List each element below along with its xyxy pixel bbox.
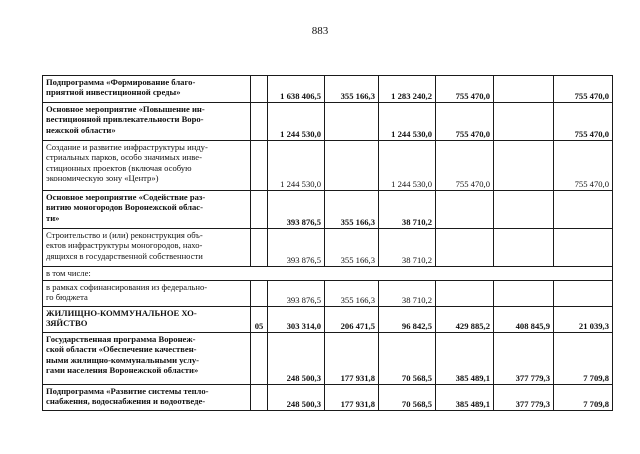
amount-cell: 355 166,3 <box>325 229 379 267</box>
amount-cell <box>494 191 554 229</box>
amount-cell: 755 470,0 <box>436 103 494 141</box>
budget-table <box>42 75 613 411</box>
table-row <box>43 191 613 229</box>
amount-cell: 393 876,5 <box>268 191 325 229</box>
row-name-cell <box>43 191 251 229</box>
row-name: в том числе: <box>46 268 91 278</box>
section-code-cell <box>251 103 268 141</box>
table-row <box>43 267 613 281</box>
table-row <box>43 333 613 385</box>
amount-cell: 755 470,0 <box>554 76 613 103</box>
amount-cell <box>436 281 494 307</box>
row-name: Основное мероприятие «Повышение ин- вестиционной привлекательности Воро- нежской области» <box>46 104 205 135</box>
amount-cell: 70 568,5 <box>379 385 436 411</box>
amount-cell: 7 709,8 <box>554 385 613 411</box>
amount-cell <box>554 229 613 267</box>
amount-cell <box>494 76 554 103</box>
section-code-cell <box>251 191 268 229</box>
amount-cell: 377 779,3 <box>494 333 554 385</box>
amount-cell: 206 471,5 <box>325 307 379 333</box>
row-name: ЖИЛИЩНО-КОММУНАЛЬНОЕ ХО- ЗЯЙСТВО <box>46 308 197 329</box>
amount-cell <box>436 229 494 267</box>
table-row <box>43 307 613 333</box>
row-name: Государственная программа Воронеж- ской области «Обеспечение качествен- ными жилищно-коммунальными услу- гами населения Воронежской области» <box>46 334 200 375</box>
section-code-cell <box>251 281 268 307</box>
amount-cell: 1 244 530,0 <box>268 141 325 191</box>
row-name-cell <box>43 333 251 385</box>
amount-cell: 38 710,2 <box>379 281 436 307</box>
row-name: Подпрограмма «Развитие системы тепло- снабжения, водоснабжения и водоотведе- <box>46 386 209 407</box>
section-code-cell <box>251 229 268 267</box>
amount-cell: 429 885,2 <box>436 307 494 333</box>
amount-cell <box>436 191 494 229</box>
amount-cell: 393 876,5 <box>268 281 325 307</box>
amount-cell: 385 489,1 <box>436 385 494 411</box>
amount-cell <box>325 103 379 141</box>
row-name-cell <box>43 141 251 191</box>
row-name: в рамках софинансирования из федерально- го бюджета <box>46 282 208 303</box>
section-code-cell <box>251 333 268 385</box>
amount-cell: 1 283 240,2 <box>379 76 436 103</box>
amount-cell: 96 842,5 <box>379 307 436 333</box>
row-name: Основное мероприятие «Содействие раз- витию моногородов Воронежской облас- ти» <box>46 192 206 223</box>
amount-cell: 755 470,0 <box>554 103 613 141</box>
amount-cell: 408 845,9 <box>494 307 554 333</box>
amount-cell: 70 568,5 <box>379 333 436 385</box>
amount-cell: 248 500,3 <box>268 385 325 411</box>
table-row <box>43 229 613 267</box>
amount-cell: 21 039,3 <box>554 307 613 333</box>
page-number: 883 <box>311 25 329 37</box>
amount-cell: 177 931,8 <box>325 333 379 385</box>
row-name: Подпрограмма «Формирование благо- приятной инвестиционной среды» <box>46 77 196 98</box>
amount-cell: 355 166,3 <box>325 191 379 229</box>
amount-cell: 177 931,8 <box>325 385 379 411</box>
amount-cell: 303 314,0 <box>268 307 325 333</box>
amount-cell <box>494 103 554 141</box>
amount-cell: 755 470,0 <box>436 76 494 103</box>
amount-cell <box>494 141 554 191</box>
table-row <box>43 385 613 411</box>
amount-cell: 355 166,3 <box>325 76 379 103</box>
amount-cell: 248 500,3 <box>268 333 325 385</box>
amount-cell: 377 779,3 <box>494 385 554 411</box>
amount-cell: 1 244 530,0 <box>268 103 325 141</box>
table-row <box>43 76 613 103</box>
amount-cell: 1 244 530,0 <box>379 103 436 141</box>
section-code-cell <box>251 76 268 103</box>
amount-cell <box>494 281 554 307</box>
row-name-cell <box>43 385 251 411</box>
row-name-cell <box>43 76 251 103</box>
amount-cell <box>554 281 613 307</box>
section-code-cell <box>251 141 268 191</box>
row-name: Создание и развитие инфраструктуры инду- стриальных парков, особо значимых инве- стиционных проектов (включая особую экономическую зону «Центр») <box>46 142 208 183</box>
amount-cell: 38 710,2 <box>379 191 436 229</box>
amount-cell: 393 876,5 <box>268 229 325 267</box>
amount-cell: 755 470,0 <box>554 141 613 191</box>
amount-cell: 1 244 530,0 <box>379 141 436 191</box>
table-row <box>43 103 613 141</box>
amount-cell: 355 166,3 <box>325 281 379 307</box>
row-name-cell <box>43 307 251 333</box>
amount-cell <box>325 141 379 191</box>
table-row <box>43 281 613 307</box>
row-name-cell <box>43 281 251 307</box>
amount-cell: 385 489,1 <box>436 333 494 385</box>
row-name-cell <box>43 229 251 267</box>
amount-cell: 7 709,8 <box>554 333 613 385</box>
row-name: Строительство и (или) реконструкция объ- ектов инфраструктуры моногородов, нахо- дящихся в государственной собственности <box>46 230 203 261</box>
amount-cell <box>494 229 554 267</box>
amount-cell: 755 470,0 <box>436 141 494 191</box>
amount-cell: 38 710,2 <box>379 229 436 267</box>
section-code-cell <box>251 385 268 411</box>
row-name-cell <box>43 103 251 141</box>
section-code-cell: 05 <box>251 307 268 333</box>
table-row <box>43 141 613 191</box>
amount-cell: 1 638 406,5 <box>268 76 325 103</box>
budget-table-body <box>43 76 613 411</box>
amount-cell <box>554 191 613 229</box>
row-name-cell <box>43 267 613 281</box>
